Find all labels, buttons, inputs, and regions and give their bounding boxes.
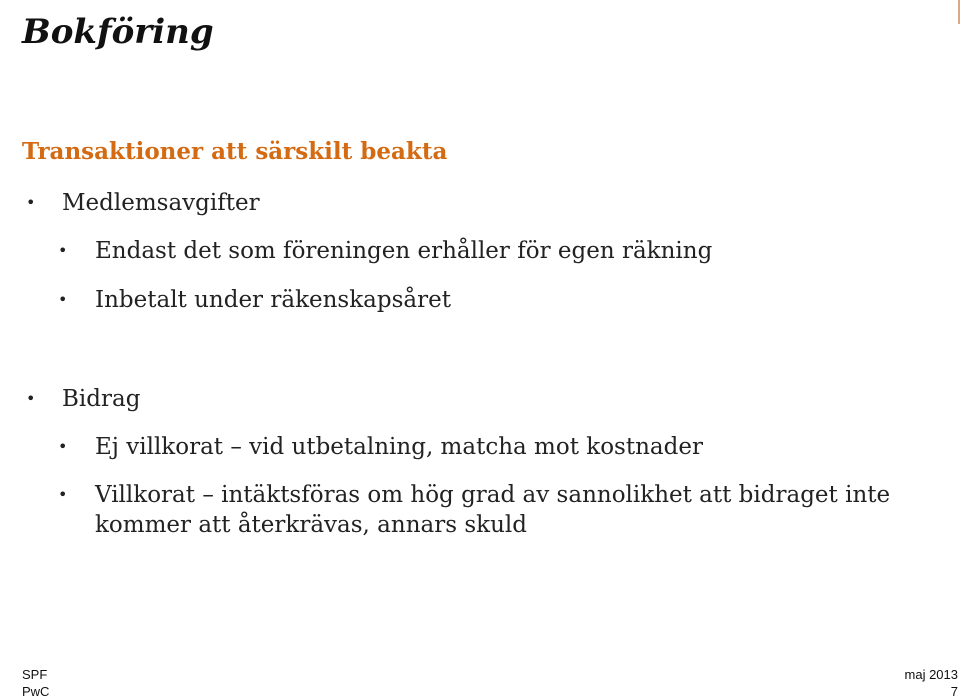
sub-bullet-villkorat: Villkorat – intäktsföras om hög grad av sannolikhet att bidraget inte kommer att återkrävas, annars skuld — [95, 482, 891, 538]
bullet-icon: • — [58, 437, 68, 456]
section-heading: Transaktioner att särskilt beakta — [22, 138, 448, 165]
bullet-icon: • — [58, 290, 68, 309]
footer-page-number: 7 — [950, 684, 958, 699]
bullet-icon: • — [26, 193, 36, 212]
bullet-icon: • — [26, 389, 36, 408]
bullet-bidrag: Bidrag — [62, 386, 141, 412]
footer-company: PwC — [22, 684, 50, 699]
bullet-icon: • — [58, 241, 68, 260]
footer-date: maj 2013 — [904, 667, 958, 682]
slide-title: Bokföring — [22, 12, 214, 52]
footer-org: SPF — [22, 667, 48, 682]
sub-bullet-ej-villkorat: Ej villkorat – vid utbetalning, matcha mot kostnader — [95, 434, 703, 460]
sub-bullet-inbetalt: Inbetalt under räkenskapsåret — [95, 287, 451, 313]
sub-bullet-endast: Endast det som föreningen erhåller för egen räkning — [95, 238, 713, 264]
bullet-icon: • — [58, 485, 68, 504]
bullet-medlemsavgifter: Medlemsavgifter — [62, 190, 260, 216]
